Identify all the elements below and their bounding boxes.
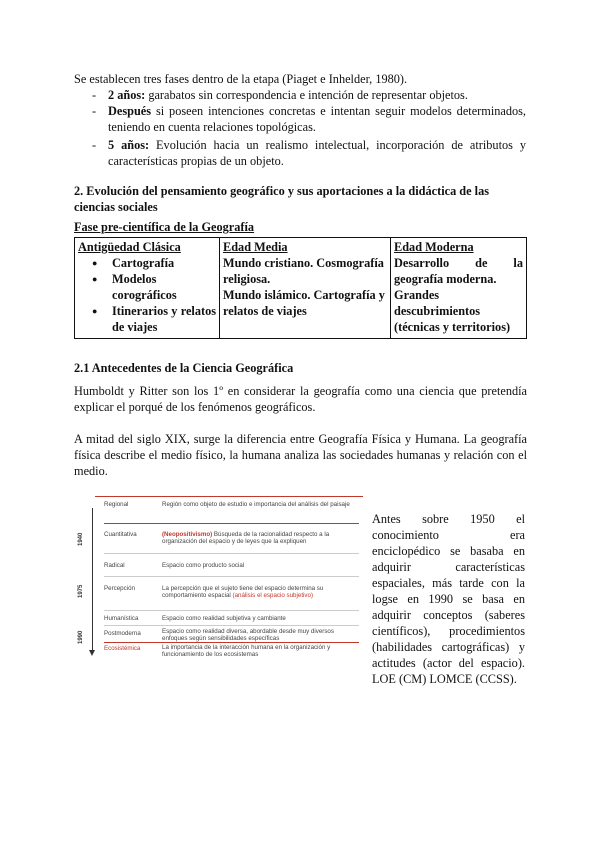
table-cell-edad-media	[220, 238, 391, 339]
figure-row-desc: Búsqueda de la racionalidad respecto a la organización del espacio y de leyes que la expliquen	[162, 531, 330, 545]
timeline-axis	[92, 508, 93, 652]
figure-row-desc: Espacio como realidad subjetiva y cambiante	[162, 615, 286, 622]
paragraph-siglo-xix: A mitad del siglo XIX, surge la diferencia entre Geografía Física y Humana. La geografía física describe el medio físico, la humana analiza las sociedades humanas y relación con el medio.	[74, 432, 527, 478]
figure-row-divider	[104, 576, 359, 577]
figure-top-rule	[95, 496, 363, 497]
figure-row-divider	[104, 553, 359, 554]
year-label: 1975	[78, 584, 84, 598]
phase-item-despues	[108, 103, 526, 135]
geography-phases-table	[74, 237, 527, 339]
timeline-arrow-icon	[89, 650, 95, 656]
list-item: ● Cartografía	[90, 255, 216, 271]
figure-row-desc: Espacio como realidad diversa, abordable desde muy diversos enfoques según sensibilidades específicas	[162, 628, 334, 642]
figure-row-divider	[104, 642, 359, 643]
year-label: 1940	[78, 532, 84, 546]
cell-line: Mundo islámico. Cartografía y relatos de viajes	[223, 288, 385, 318]
figure-row-desc-wrap	[162, 531, 358, 545]
year-label: 1990	[78, 630, 84, 644]
figure-row-name: Regional	[104, 501, 129, 508]
figure-highlight: (análisis el espacio subjetivo)	[232, 592, 314, 599]
figure-row-desc: La percepción que el sujeto tiene del espacio determina su comportamiento espacial	[162, 585, 324, 599]
table-cell-edad-moderna	[391, 238, 527, 339]
phase-item-5-anos	[108, 137, 526, 169]
phase-dash: -	[92, 138, 97, 152]
figure-row-name: Radical	[104, 562, 125, 569]
phase-item-2-anos	[108, 87, 526, 103]
figure-row-name: Postmoderna	[104, 630, 141, 637]
figure-row-name: Cuantitativa	[104, 531, 137, 538]
cell-line: Desarrollo de la geografía moderna.	[394, 256, 523, 286]
figure-row-desc: La importancia de la interacción humana en la organización y funcionamiento de los ecosistemas	[162, 644, 331, 658]
phase-text: garabatos sin correspondencia e intención de representar objetos.	[145, 88, 468, 102]
figure-row-desc: Espacio como producto social	[162, 562, 245, 569]
cell-line: Mundo cristiano. Cosmografía religiosa.	[223, 256, 384, 286]
geography-evolution-figure	[70, 492, 365, 662]
figure-row-divider	[104, 610, 359, 611]
table-cell-antiguedad	[75, 238, 220, 339]
column-header: Edad Media	[223, 240, 288, 254]
list-item: ● Itinerarios y relatos de viajes	[90, 303, 216, 335]
section-2-subheading: Fase pre-científica de la Geografía	[74, 220, 255, 234]
phase-label: Después	[108, 104, 152, 118]
cell-line: Grandes descubrimientos (técnicas y territorios)	[394, 288, 511, 334]
side-paragraph: Antes sobre 1950 el conocimiento era enciclopédico se basaba en adquirir características espaciales, más tarde con la logse en 1990 se basa en adquirir conceptos (saberes científicos), procedimientos (habilidades cartográficas) y actitudes (actor del espacio). LOE (CM) LOMCE (CCSS).	[372, 512, 525, 686]
phase-dash: -	[92, 88, 97, 102]
figure-highlight: (Neopositivismo)	[162, 531, 213, 538]
column-header: Antigüedad Clásica	[78, 240, 181, 254]
phase-text: si poseen intenciones concretas e intentan seguir modelos determinados, teniendo en cuenta relaciones topológicas.	[108, 104, 526, 134]
phase-dash: -	[92, 104, 97, 118]
paragraph-humboldt: Humboldt y Ritter son los 1º en considerar la geografía como una ciencia que pretendía explicar el porqué de los fenómenos geográficos.	[74, 384, 527, 414]
phase-text: Evolución hacia un realismo intelectual, incorporación de atributos y características propias de un objeto.	[108, 138, 526, 168]
figure-row-desc-wrap	[162, 585, 358, 599]
figure-row-desc: Región como objeto de estudio e importancia del análisis del paisaje	[162, 501, 350, 508]
section-2-heading: 2. Evolución del pensamiento geográfico y sus aportaciones a la didáctica de las ciencias sociales	[74, 184, 490, 214]
figure-row-name: Ecosistémica	[104, 645, 141, 652]
phase-label: 5 años:	[108, 138, 150, 152]
intro-text: Se establecen tres fases dentro de la etapa (Piaget e Inhelder, 1980).	[74, 72, 408, 86]
bullet-list	[78, 255, 216, 335]
figure-row-name: Humanística	[104, 615, 139, 622]
list-item: ● Modelos corográficos	[90, 271, 216, 303]
figure-row-divider	[104, 523, 359, 524]
figure-row-name: Percepción	[104, 585, 135, 592]
phase-label: 2 años:	[108, 88, 146, 102]
section-2-1-heading: 2.1 Antecedentes de la Ciencia Geográfica	[74, 361, 294, 375]
figure-row-divider	[104, 625, 359, 626]
column-header: Edad Moderna	[394, 240, 474, 254]
